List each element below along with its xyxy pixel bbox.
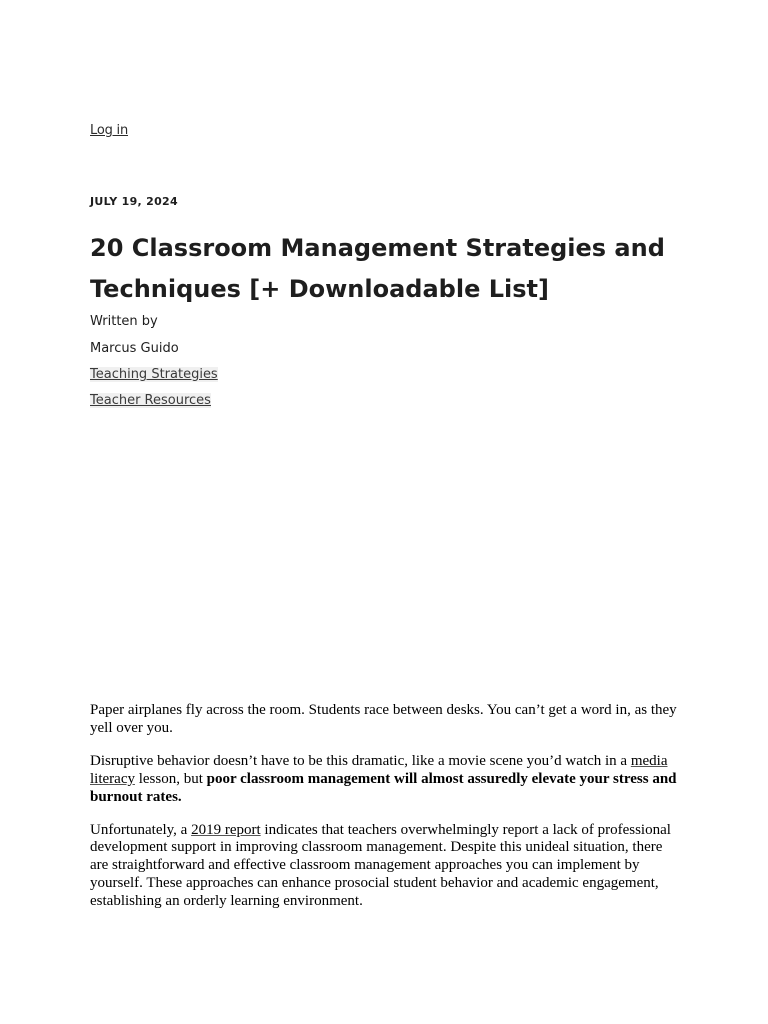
- tag-teaching-strategies[interactable]: Teaching Strategies: [90, 367, 218, 382]
- paragraph-2-bold: poor classroom management will almost assuredly elevate your stress and burnout rates.: [90, 770, 677, 805]
- paragraph-2-text-cont: lesson, but: [134, 770, 207, 787]
- paragraph-3: [90, 822, 678, 912]
- paragraph-3-text-cont: indicates that teachers overwhelmingly report a lack of professional development support in improving classroom management. Despite this unideal situation, there are straightforward and effective classroom management approaches you can implement by yourself. These approaches can enhance prosocial student behavior and academic engagement, establishing an orderly learning environment.: [90, 821, 671, 910]
- post-title: 20 Classroom Management Strategies and Techniques [+ Downloadable List]: [90, 234, 665, 303]
- login-link[interactable]: Log in: [90, 123, 129, 138]
- paragraph-3-text: Unfortunately, a: [90, 821, 192, 838]
- report-2019-link[interactable]: 2019 report: [191, 821, 261, 838]
- written-by-label: Written by: [90, 314, 158, 329]
- article-body: [90, 702, 678, 926]
- author-name: Marcus Guido: [90, 341, 179, 356]
- tag-teacher-resources[interactable]: Teacher Resources: [90, 393, 211, 408]
- paragraph-2-text: Disruptive behavior doesn’t have to be this dramatic, like a movie scene you’d watch in a: [90, 752, 631, 769]
- post-date: JULY 19, 2024: [90, 195, 178, 208]
- paragraph-1: Paper airplanes fly across the room. Students race between desks. You can’t get a word in, as they yell over you.: [90, 702, 677, 736]
- paragraph-2: [90, 753, 678, 807]
- media-literacy-link[interactable]: media literacy: [90, 752, 668, 787]
